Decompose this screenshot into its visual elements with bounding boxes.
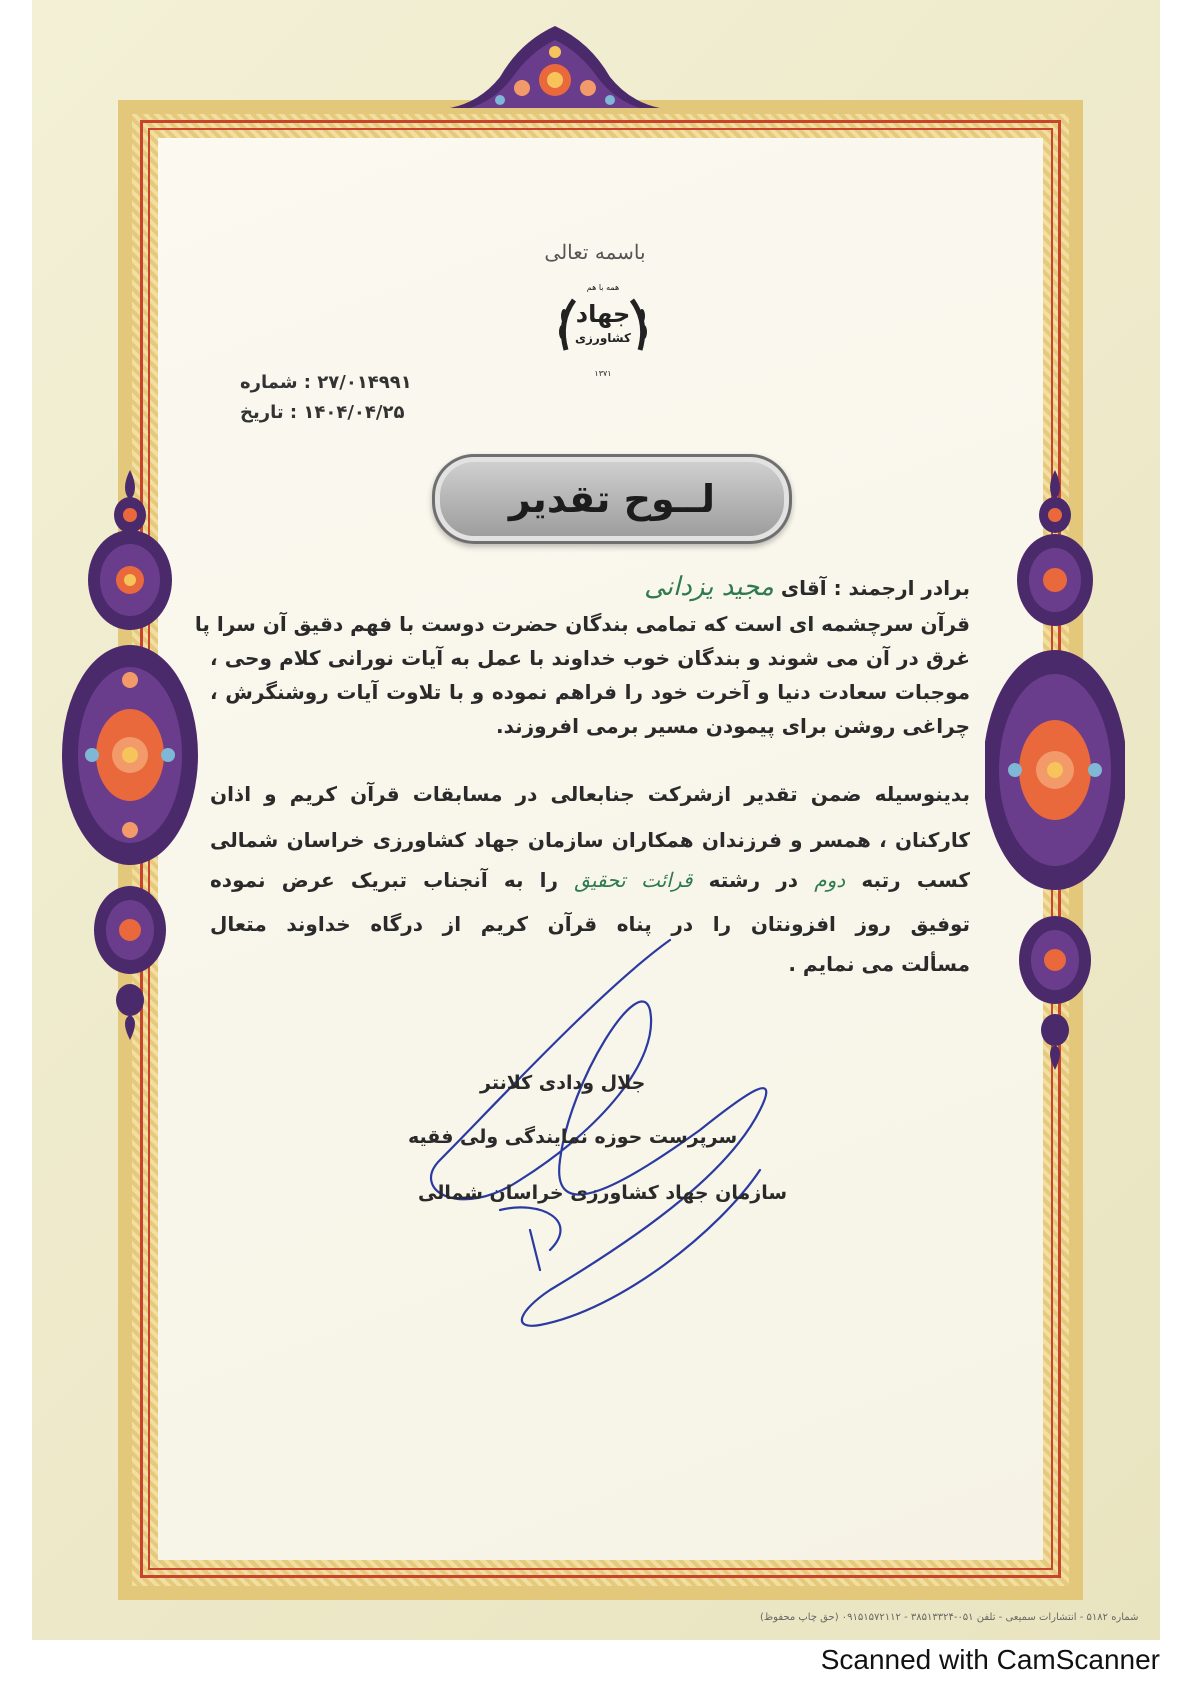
paragraph2-end-line: مسألت می نمایم . bbox=[788, 952, 970, 976]
number-row: ۲۷/۰۱۴۹۹۱ : شماره bbox=[240, 372, 412, 393]
salutation: برادر ارجمند : bbox=[833, 576, 970, 600]
paragraph2-line: بدینوسیله ضمن تقدیر ازشرکت جنابعالی در مسابقات قرآن کریم و اذان bbox=[210, 782, 970, 806]
basmala: باسمه تعالی bbox=[544, 240, 646, 264]
number-value: ۲۷/۰۱۴۹۹۱ bbox=[317, 372, 412, 393]
recipient-name: مجید یزدانی bbox=[644, 572, 774, 602]
top-floral-ornament bbox=[450, 22, 660, 108]
rank-suffix: را به آنجناب تبریک عرض نموده bbox=[210, 868, 559, 892]
field-value: قرائت تحقیق bbox=[574, 868, 693, 892]
signatory-title: سرپرست حوزه نمایندگی ولی فقیه bbox=[408, 1126, 738, 1148]
paragraph1-line: قرآن سرچشمه ای است که تمامی بندگان حضرت دوست با فهم دقیق آن سرا پا bbox=[194, 612, 970, 636]
printer-footer: شماره ۵۱۸۲ - انتشارات سمیعی - تلفن ۰۵۱-۳۸۵۱۳۳۲۴ - ۰۹۱۵۱۵۷۲۱۱۲ (حق چاپ محفوظ) bbox=[760, 1612, 1139, 1623]
rank-value: دوم bbox=[814, 868, 846, 892]
signatory-org: سازمان جهاد کشاورزی خراسان شمالی bbox=[418, 1182, 788, 1204]
logo-year: ۱۳۷۱ bbox=[594, 369, 612, 378]
date-row: ۱۴۰۴/۰۴/۲۵ : تاریخ bbox=[240, 402, 405, 423]
number-label: شماره bbox=[240, 372, 298, 393]
paragraph1-line: موجبات سعادت دنیا و آخرت خود را فراهم نموده و با تلاوت آیات روشنگرش ، bbox=[210, 680, 970, 704]
honorific: آقای bbox=[780, 576, 827, 600]
paragraph1-line: چراغی روشن برای پیمودن مسیر برمی افروزند. bbox=[496, 714, 970, 738]
jahad-keshavarzi-logo bbox=[548, 272, 658, 382]
date-label: تاریخ bbox=[240, 402, 284, 423]
scanner-watermark: Scanned with CamScanner bbox=[820, 1644, 1160, 1675]
signatory-name: جلال ودادی کلانتر bbox=[480, 1072, 646, 1094]
logo-tagline: همه با هم bbox=[586, 283, 620, 292]
paragraph1-line: غرق در آن می شوند و بندگان خوب خداوند با عمل به آیات نورانی کلام وحی ، bbox=[210, 646, 970, 670]
paragraph2-end-line: توفیق روز افزونتان را در پناه قرآن کریم از درگاه خداوند متعال bbox=[210, 912, 970, 936]
title-plate bbox=[432, 454, 792, 544]
left-floral-ornament bbox=[60, 470, 200, 1040]
paragraph2-line: کارکنان ، همسر و فرزندان همکاران سازمان جهاد کشاورزی خراسان شمالی bbox=[210, 828, 970, 852]
certificate-title: لــوح تقدیر bbox=[508, 477, 716, 521]
rank-prefix: کسب رتبه bbox=[861, 868, 970, 892]
logo-name-line2: کشاورزی bbox=[575, 331, 631, 345]
logo-name-line1: جهاد bbox=[575, 300, 631, 328]
right-floral-ornament bbox=[985, 470, 1125, 1070]
salutation-row bbox=[644, 572, 970, 602]
date-value: ۱۴۰۴/۰۴/۲۵ bbox=[303, 402, 405, 423]
field-prefix: در رشته bbox=[708, 868, 799, 892]
rank-line bbox=[210, 868, 970, 892]
